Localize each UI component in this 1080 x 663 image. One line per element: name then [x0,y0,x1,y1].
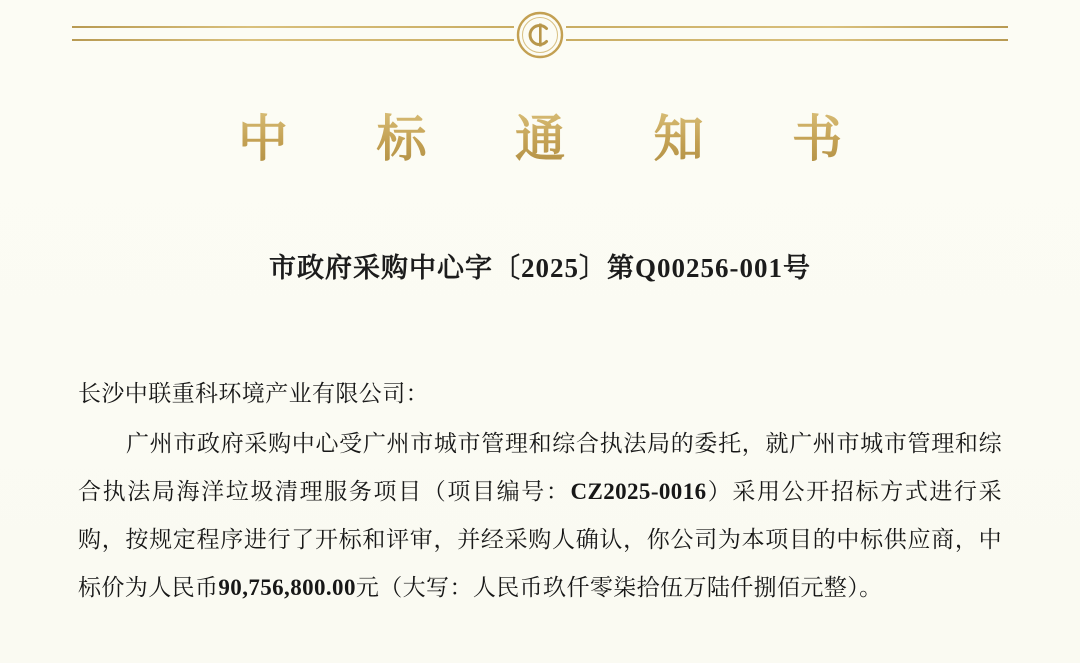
bid-amount: 90,756,800.00 [218,575,356,600]
document-number-prefix: 市政府采购中心字〔 [269,253,521,283]
project-code: CZ2025-0016 [570,479,707,504]
body-text-part-2: ）采用公开招标方式进行采购，按规定程序进行了开标和评审，并经采购人确认，你公司为本项目的中标供应商，中标价为人民币 [78,479,1002,600]
body-paragraph [78,420,1002,612]
ornament-rule-right [566,26,1008,44]
addressee-line: 长沙中联重科环境产业有限公司： [78,381,429,406]
ornament-rule-left-bottom [72,39,514,41]
document-number-suffix: 〕第Q00256-001号 [579,253,811,283]
page-title: 中 标 通 知 书 [0,108,1080,170]
document-number-line [0,248,1080,288]
document-number-year: 2025 [521,253,579,283]
header-ornament [0,0,1080,78]
body-text-part-3: 元（大写：人民币玖仟零柒拾伍万陆仟捌佰元整）。 [355,575,883,600]
body-text-part-1: 广州市政府采购中心受广州市城市管理和综合执法局的委托，就广州市城市管理和综合执法局海洋垃圾清理服务项目（项目编号： [78,431,1002,504]
medallion-ornament-icon [515,10,565,60]
ornament-rule-left [72,26,514,44]
ornament-rule-right-bottom [566,39,1008,41]
document-body [78,372,1002,612]
ornament-rule-left-top [72,26,514,28]
ornament-rule-right-top [566,26,1008,28]
